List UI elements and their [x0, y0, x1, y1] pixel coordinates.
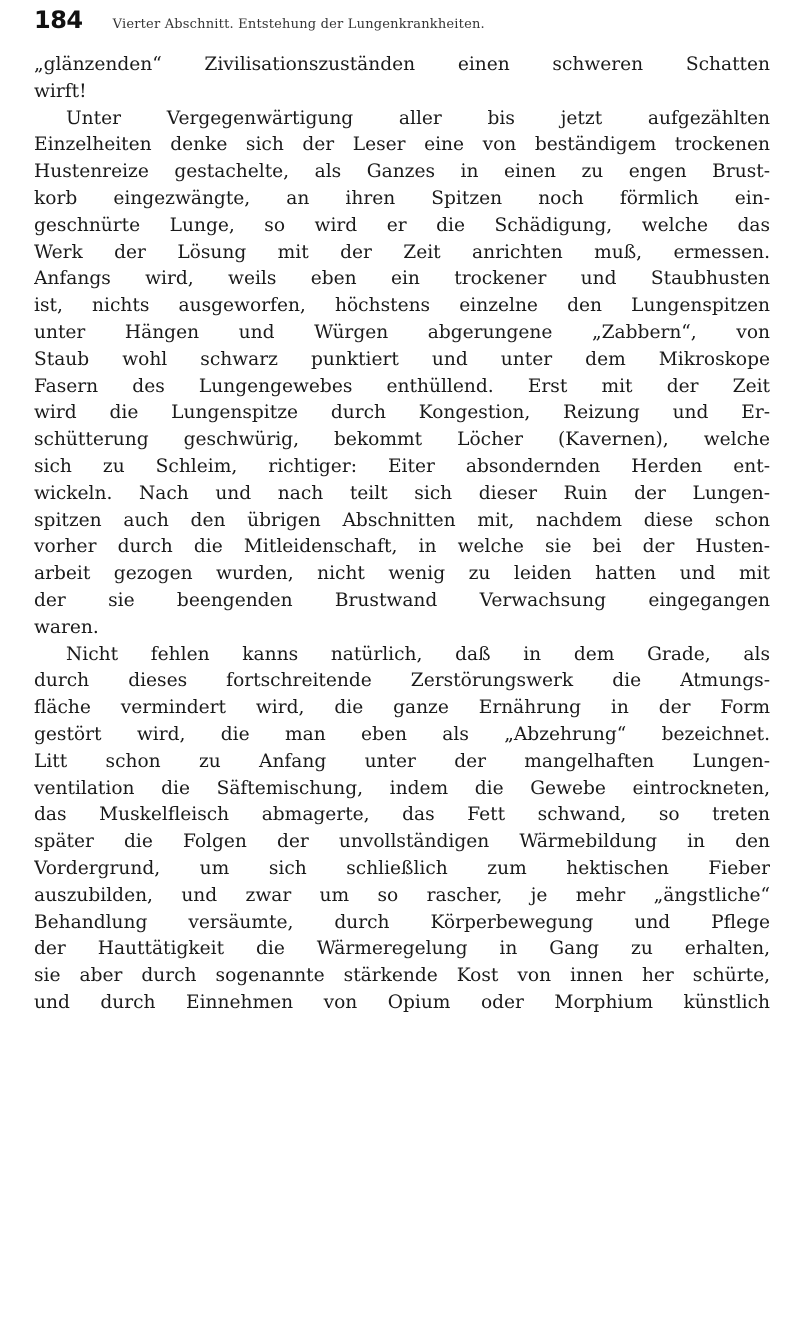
text-line: durch dieses fortschreitende Zerstörungswerk die Atmungs-	[34, 670, 770, 692]
text-line: später die Folgen der unvollständigen Wärmebildung in den	[34, 831, 770, 853]
text-line: Nicht fehlen kanns natürlich, daß in dem Grade, als	[66, 643, 770, 665]
text-line: und durch Einnehmen von Opium oder Morphium künstlich	[34, 991, 770, 1013]
text-line: wirft!	[34, 80, 87, 102]
text-line: vorher durch die Mitleidenschaft, in welche sie bei der Husten-	[34, 536, 770, 558]
text-line: fläche vermindert wird, die ganze Ernährung in der Form	[34, 697, 770, 719]
text-line: spitzen auch den übrigen Abschnitten mit, nachdem diese schon	[34, 509, 770, 531]
text-line: sich zu Schleim, richtiger: Eiter absondernden Herden ent-	[34, 455, 770, 477]
text-line: gestört wird, die man eben als „Abzehrung“ bezeichnet.	[34, 723, 770, 745]
text-line: Staub wohl schwarz punktiert und unter dem Mikroskope	[34, 348, 770, 370]
text-line: Unter Vergegenwärtigung aller bis jetzt aufgezählten	[66, 107, 770, 129]
text-line: Behandlung versäumte, durch Körperbewegung und Pflege	[34, 911, 770, 933]
page-number: 184	[34, 6, 83, 34]
text-line: korb eingezwängte, an ihren Spitzen noch förmlich ein-	[34, 187, 770, 209]
text-line: ist, nichts ausgeworfen, höchstens einzelne den Lungenspitzen	[34, 295, 770, 317]
body-text	[34, 52, 770, 1017]
text-line: ventilation die Säftemischung, indem die Gewebe eintrockneten,	[34, 777, 770, 799]
text-line: arbeit gezogen wurden, nicht wenig zu leiden hatten und mit	[34, 563, 770, 585]
text-line: auszubilden, und zwar um so rascher, je mehr „ängstliche“	[34, 884, 770, 906]
text-line: wickeln. Nach und nach teilt sich dieser Ruin der Lungen-	[34, 482, 770, 504]
text-line: waren.	[34, 616, 99, 638]
running-head	[34, 6, 774, 42]
chapter-header-title: Vierter Abschnitt. Entstehung der Lungenkrankheiten.	[112, 17, 485, 32]
text-line: Hustenreize gestachelte, als Ganzes in einen zu engen Brust-	[34, 161, 770, 183]
text-line: der Hauttätigkeit die Wärmeregelung in Gang zu erhalten,	[34, 938, 770, 960]
text-line: sie aber durch sogenannte stärkende Kost von innen her schürte,	[34, 965, 770, 987]
text-line: der sie beengenden Brustwand Verwachsung eingegangen	[34, 589, 770, 611]
text-line: Fasern des Lungengewebes enthüllend. Erst mit der Zeit	[34, 375, 770, 397]
text-line: unter Hängen und Würgen abgerungene „Zabbern“, von	[34, 321, 770, 343]
text-line: „glänzenden“ Zivilisationszuständen einen schweren Schatten	[34, 54, 770, 75]
text-line: Einzelheiten denke sich der Leser eine von beständigem trockenen	[34, 134, 770, 156]
text-line: Litt schon zu Anfang unter der mangelhaften Lungen-	[34, 750, 770, 772]
text-line: wird die Lungenspitze durch Kongestion, Reizung und Er-	[34, 402, 770, 424]
text-line: das Muskelfleisch abmagerte, das Fett schwand, so treten	[34, 804, 770, 826]
text-line: Anfangs wird, weils eben ein trockener und Staubhusten	[34, 268, 770, 290]
text-line: Vordergrund, um sich schließlich zum hektischen Fieber	[34, 857, 770, 879]
text-line: schütterung geschwürig, bekommt Löcher (Kavernen), welche	[34, 429, 770, 451]
text-line: geschnürte Lunge, so wird er die Schädigung, welche das	[34, 214, 770, 236]
text-line: Werk der Lösung mit der Zeit anrichten muß, ermessen.	[34, 241, 770, 263]
